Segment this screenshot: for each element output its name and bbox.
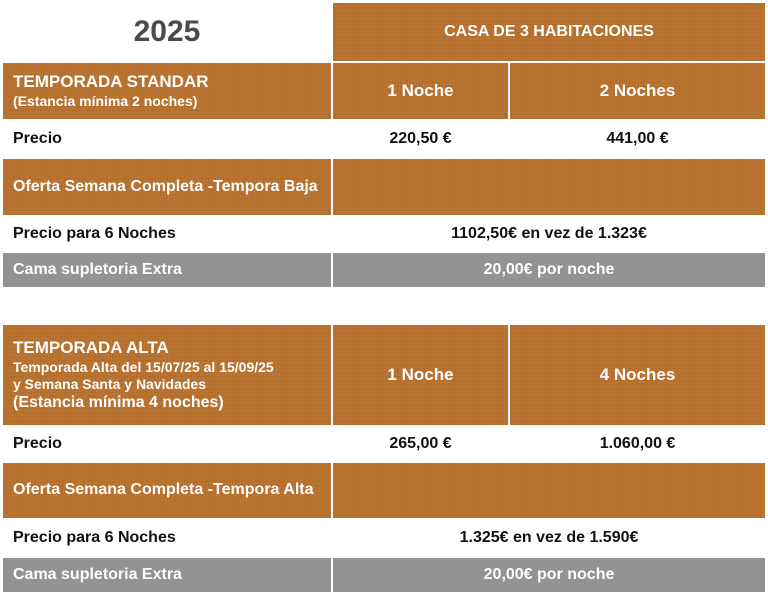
low-six-nights-price-cell [333, 217, 765, 251]
high-price1-cell [333, 427, 508, 461]
standard-col2-header [510, 63, 765, 119]
low-six-nights-label: Precio para 6 Noches [13, 225, 176, 242]
high-price2-cell [510, 427, 765, 461]
high-extra-bed-price-cell [333, 558, 765, 592]
high-price1: 265,00 € [389, 435, 452, 452]
low-extra-bed-label: Cama supletoria Extra [13, 261, 182, 278]
standard-price1-cell [333, 121, 508, 157]
standard-season-subtitle: (Estancia mínima 2 noches) [13, 92, 198, 109]
standard-col1-header [333, 63, 508, 119]
high-six-nights-label: Precio para 6 Noches [13, 529, 176, 546]
high-price-label-cell [3, 427, 331, 461]
standard-col2-label: 2 Noches [599, 81, 676, 100]
low-offer-label: Oferta Semana Completa -Tempora Baja [13, 177, 318, 195]
high-offer-empty-cell [333, 463, 765, 518]
high-col2-label: 4 Noches [599, 365, 676, 384]
house-type-label: CASA DE 3 HABITACIONES [444, 23, 654, 40]
low-offer-empty-cell [333, 159, 765, 215]
year-cell [3, 3, 331, 61]
high-six-nights-price: 1.325€ en vez de 1.590€ [459, 529, 639, 546]
house-type-cell [333, 3, 765, 61]
high-season-title: TEMPORADA ALTA [13, 337, 169, 357]
low-extra-bed-price: 20,00€ por noche [483, 261, 615, 278]
year-label: 2025 [133, 15, 201, 48]
high-col2-header [510, 325, 765, 425]
high-season-holidays: y Semana Santa y Navidades [13, 375, 206, 392]
high-season-cell [3, 325, 331, 425]
low-extra-bed-label-cell [3, 253, 331, 287]
high-six-nights-label-cell [3, 520, 331, 556]
high-extra-bed-price: 20,00€ por noche [483, 566, 615, 583]
high-six-nights-price-cell [333, 520, 765, 556]
standard-price-label-cell [3, 121, 331, 157]
low-offer-label-cell [3, 159, 331, 215]
high-season-dates: Temporada Alta del 15/07/25 al 15/09/25 [13, 358, 274, 375]
spacer-right-cell [333, 289, 765, 323]
high-extra-bed-label: Cama supletoria Extra [13, 566, 182, 583]
high-extra-bed-label-cell [3, 558, 331, 592]
standard-price1: 220,50 € [389, 130, 452, 147]
high-offer-label-cell [3, 463, 331, 518]
high-price2: 1.060,00 € [599, 435, 676, 452]
standard-col1-label: 1 Noche [387, 81, 454, 100]
low-six-nights-price: 1102,50€ en vez de 1.323€ [451, 225, 647, 242]
standard-season-title: TEMPORADA STANDAR [13, 72, 209, 92]
high-offer-label: Oferta Semana Completa -Tempora Alta [13, 481, 314, 499]
low-six-nights-label-cell [3, 217, 331, 251]
high-col1-label: 1 Noche [387, 365, 454, 384]
low-extra-bed-price-cell [333, 253, 765, 287]
high-price-label: Precio [13, 435, 62, 452]
standard-price-label: Precio [13, 130, 62, 147]
high-season-min-stay: (Estancia mínima 4 noches) [13, 393, 224, 411]
standard-price2-cell [510, 121, 765, 157]
high-col1-header [333, 325, 508, 425]
spacer-left-cell [3, 289, 331, 323]
standard-season-cell [3, 63, 331, 119]
standard-price2: 441,00 € [606, 130, 669, 147]
